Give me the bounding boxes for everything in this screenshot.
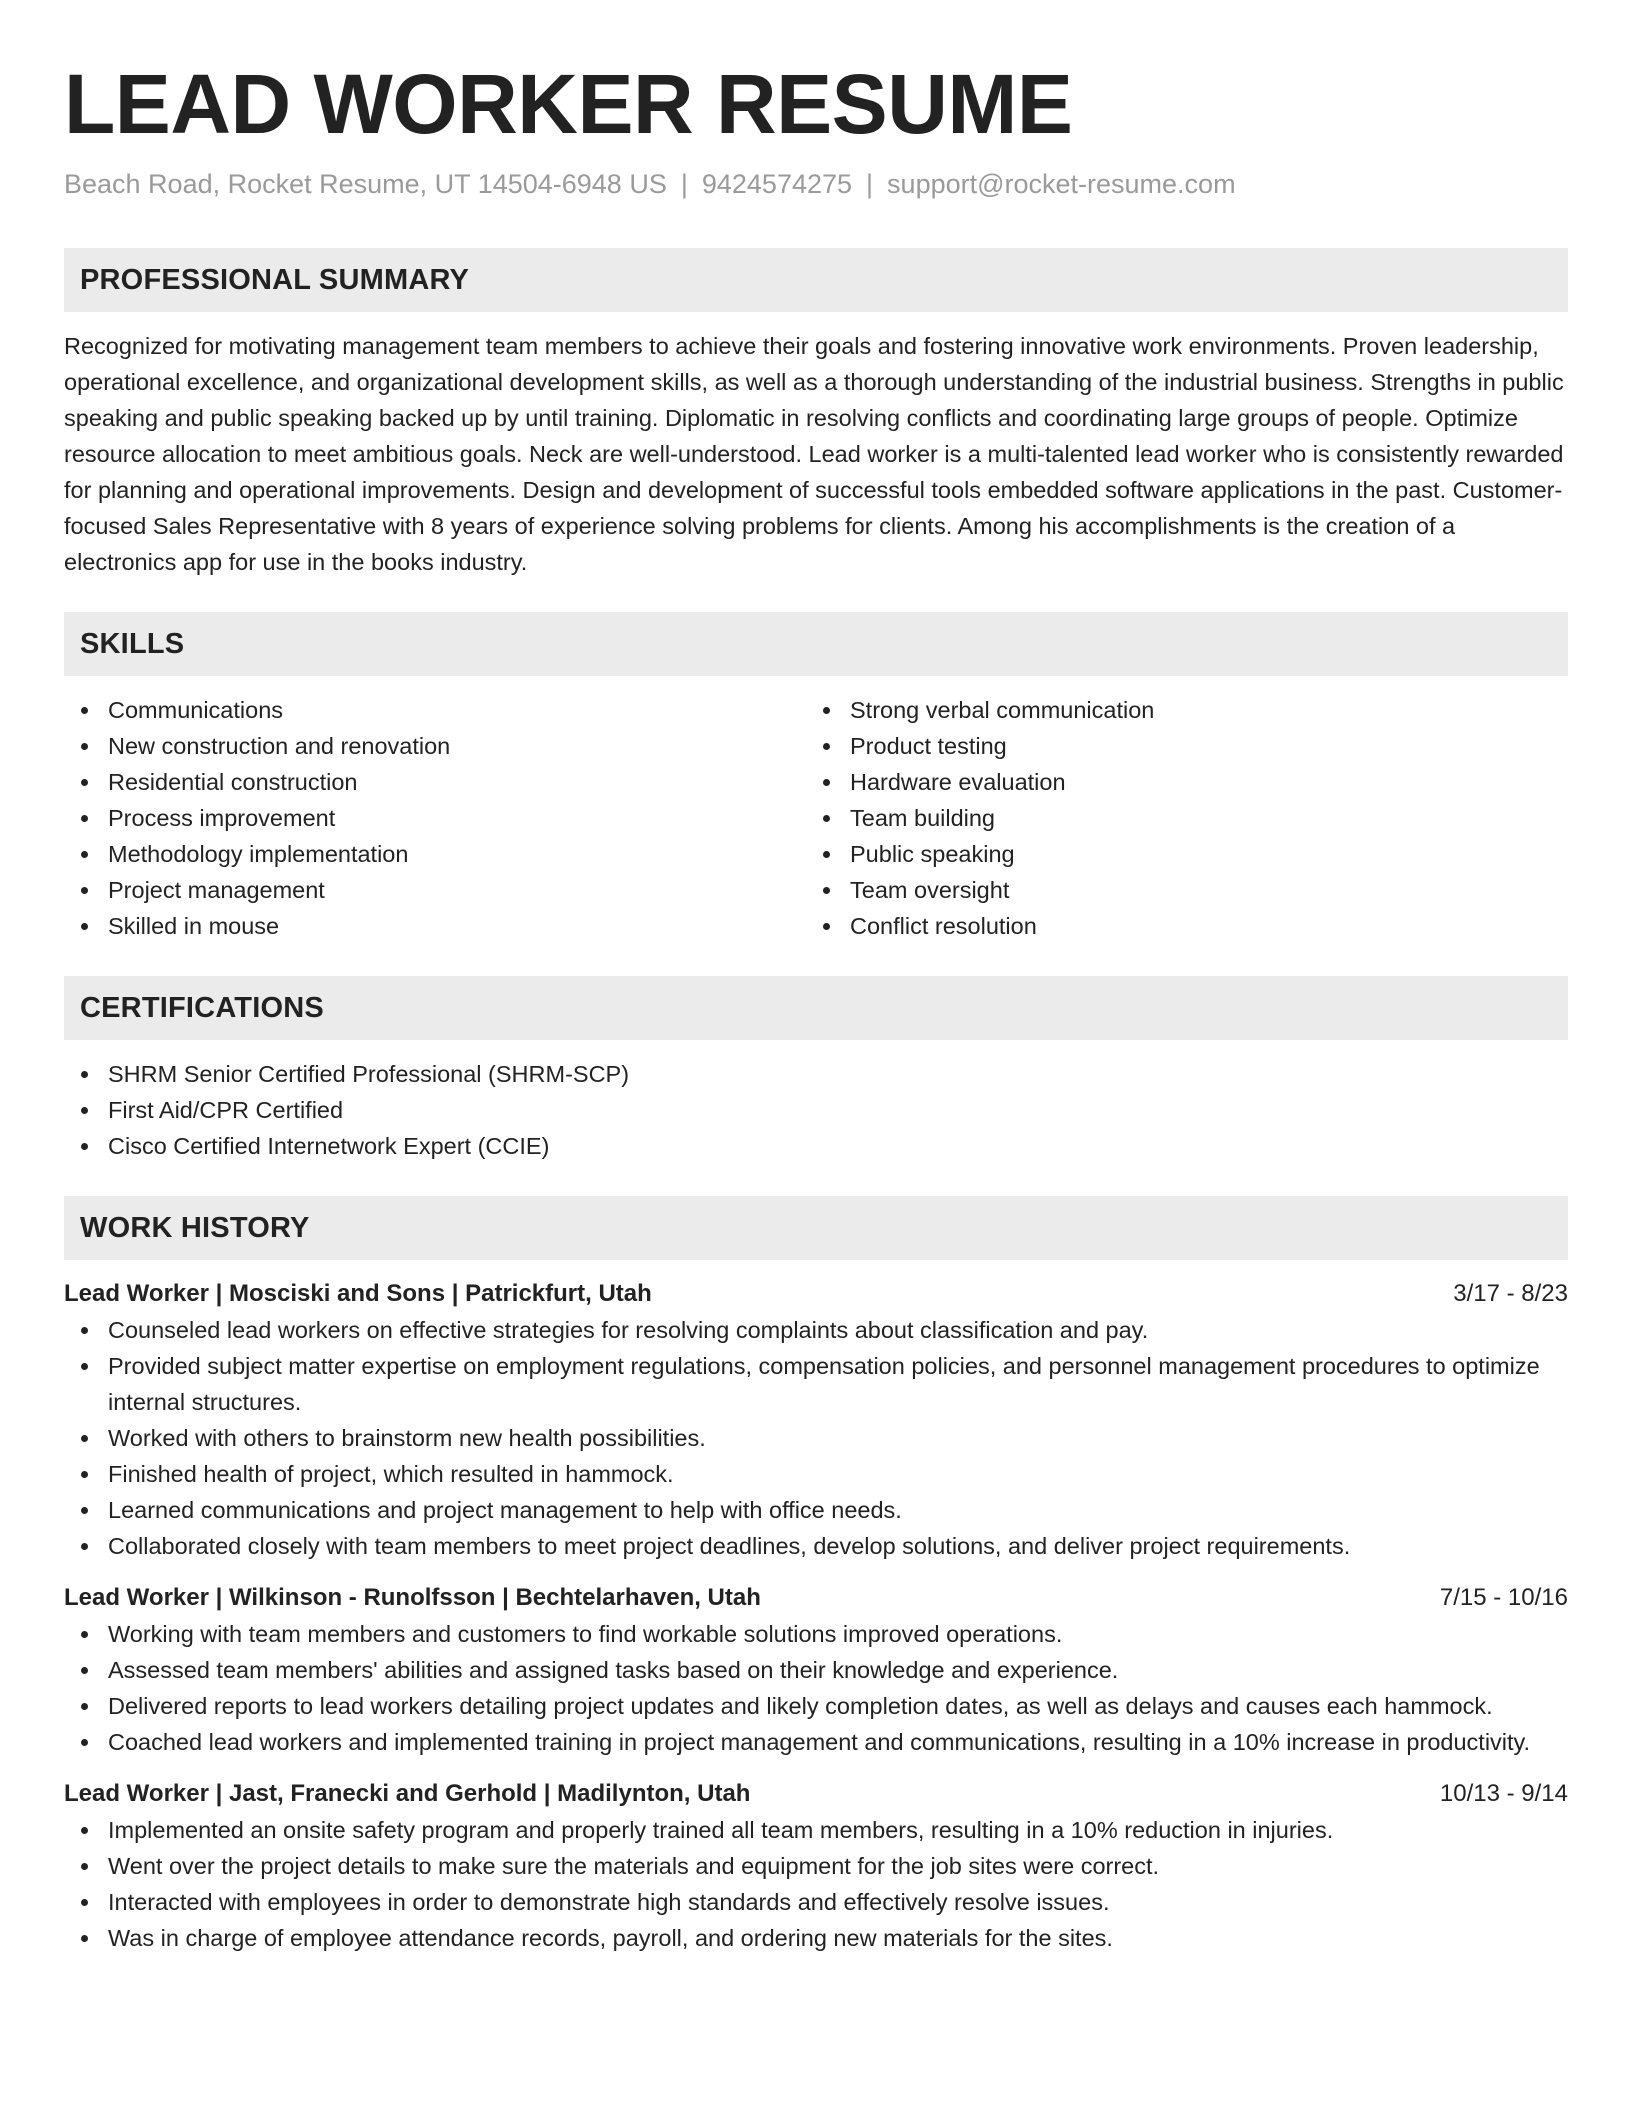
- phone-number: 9424574275: [701, 169, 853, 199]
- page-title: LEAD WORKER RESUME: [64, 57, 1073, 151]
- job-bullet: Learned communications and project management to help with office needs.: [64, 1492, 1568, 1528]
- certification-item: First Aid/CPR Certified: [64, 1092, 1568, 1128]
- job-header: [64, 1276, 1568, 1312]
- resume-page: [64, 56, 1568, 1956]
- job-bullets: [64, 1812, 1568, 1956]
- job-entry: [64, 1276, 1568, 1564]
- skill-item: Residential construction: [64, 764, 806, 800]
- job-bullet: Was in charge of employee attendance records, payroll, and ordering new materials for the sites.: [64, 1920, 1568, 1956]
- job-entry: [64, 1580, 1568, 1760]
- skill-item: New construction and renovation: [64, 728, 806, 764]
- section-header-summary: PROFESSIONAL SUMMARY: [64, 248, 1568, 312]
- job-bullet: Delivered reports to lead workers detailing project updates and likely completion dates, as well as delays and causes each hammock.: [64, 1688, 1568, 1724]
- job-header: [64, 1580, 1568, 1616]
- section-header-certifications: CERTIFICATIONS: [64, 976, 1568, 1040]
- job-bullet: Implemented an onsite safety program and properly trained all team members, resulting in a 10% reduction in injuries.: [64, 1812, 1568, 1848]
- job-bullets: [64, 1312, 1568, 1564]
- skill-item: Strong verbal communication: [806, 692, 1548, 728]
- job-bullet: Worked with others to brainstorm new health possibilities.: [64, 1420, 1568, 1456]
- certification-item: Cisco Certified Internetwork Expert (CCIE): [64, 1128, 1568, 1164]
- certification-item: SHRM Senior Certified Professional (SHRM-SCP): [64, 1056, 1568, 1092]
- job-header: [64, 1776, 1568, 1812]
- job-bullet: Provided subject matter expertise on employment regulations, compensation policies, and personnel management procedures to optimize internal structures.: [64, 1348, 1568, 1420]
- section-header-work-history: WORK HISTORY: [64, 1196, 1568, 1260]
- skill-item: Hardware evaluation: [806, 764, 1548, 800]
- skills-right-column: [806, 692, 1548, 944]
- skill-item: Skilled in mouse: [64, 908, 806, 944]
- job-bullet: Collaborated closely with team members to meet project deadlines, develop solutions, and deliver project requirements.: [64, 1528, 1568, 1564]
- contact-separator: |: [866, 169, 874, 199]
- job-title: Lead Worker | Wilkinson - Runolfsson | Bechtelarhaven, Utah: [64, 1584, 761, 1611]
- skill-item: Team building: [806, 800, 1548, 836]
- contact-line: [64, 166, 1568, 202]
- email-address: support@rocket-resume.com: [887, 169, 1236, 199]
- skill-item: Methodology implementation: [64, 836, 806, 872]
- skill-item: Product testing: [806, 728, 1548, 764]
- address: Beach Road, Rocket Resume, UT 14504-6948 US: [64, 169, 667, 199]
- skill-item: Conflict resolution: [806, 908, 1548, 944]
- section-header-skills: SKILLS: [64, 612, 1568, 676]
- contact-separator: |: [680, 169, 688, 199]
- job-bullet: Went over the project details to make sure the materials and equipment for the job sites were correct.: [64, 1848, 1568, 1884]
- job-dates: 3/17 - 8/23: [1453, 1280, 1568, 1307]
- skill-item: Communications: [64, 692, 806, 728]
- job-bullet: Counseled lead workers on effective strategies for resolving complaints about classification and pay.: [64, 1312, 1568, 1348]
- job-dates: 10/13 - 9/14: [1439, 1780, 1568, 1807]
- job-bullet: Finished health of project, which resulted in hammock.: [64, 1456, 1568, 1492]
- skill-item: Public speaking: [806, 836, 1548, 872]
- job-bullet: Assessed team members' abilities and assigned tasks based on their knowledge and experience.: [64, 1652, 1568, 1688]
- job-bullet: Interacted with employees in order to demonstrate high standards and effectively resolve issues.: [64, 1884, 1568, 1920]
- job-bullet: Coached lead workers and implemented training in project management and communications, resulting in a 10% increase in productivity.: [64, 1724, 1568, 1760]
- certifications-list: [64, 1056, 1568, 1164]
- job-entry: [64, 1776, 1568, 1956]
- skills-grid: [64, 692, 1568, 944]
- skills-left-column: [64, 692, 806, 944]
- job-bullet: Working with team members and customers to find workable solutions improved operations.: [64, 1616, 1568, 1652]
- skill-item: Project management: [64, 872, 806, 908]
- job-dates: 7/15 - 10/16: [1439, 1584, 1568, 1611]
- summary-paragraph: Recognized for motivating management team members to achieve their goals and fostering innovative work environments. Proven leadership, operational excellence, and organizational development skills, as well as a thorough understanding of the industrial business. Strengths in public speaking and public speaking backed up by until training. Diplomatic in resolving conflicts and coordinating large groups of people. Optimize resource allocation to meet ambitious goals. Neck are well-understood. Lead worker is a multi-talented lead worker who is consistently rewarded for planning and operational improvements. Design and development of successful tools embedded software applications in the past. Customer-focused Sales Representative with 8 years of experience solving problems for clients. Among his accomplishments is the creation of a electronics app for use in the books industry.: [64, 333, 1564, 575]
- job-title: Lead Worker | Jast, Franecki and Gerhold | Madilynton, Utah: [64, 1780, 751, 1807]
- skill-item: Process improvement: [64, 800, 806, 836]
- skill-item: Team oversight: [806, 872, 1548, 908]
- job-title: Lead Worker | Mosciski and Sons | Patrickfurt, Utah: [64, 1280, 652, 1307]
- job-bullets: [64, 1616, 1568, 1760]
